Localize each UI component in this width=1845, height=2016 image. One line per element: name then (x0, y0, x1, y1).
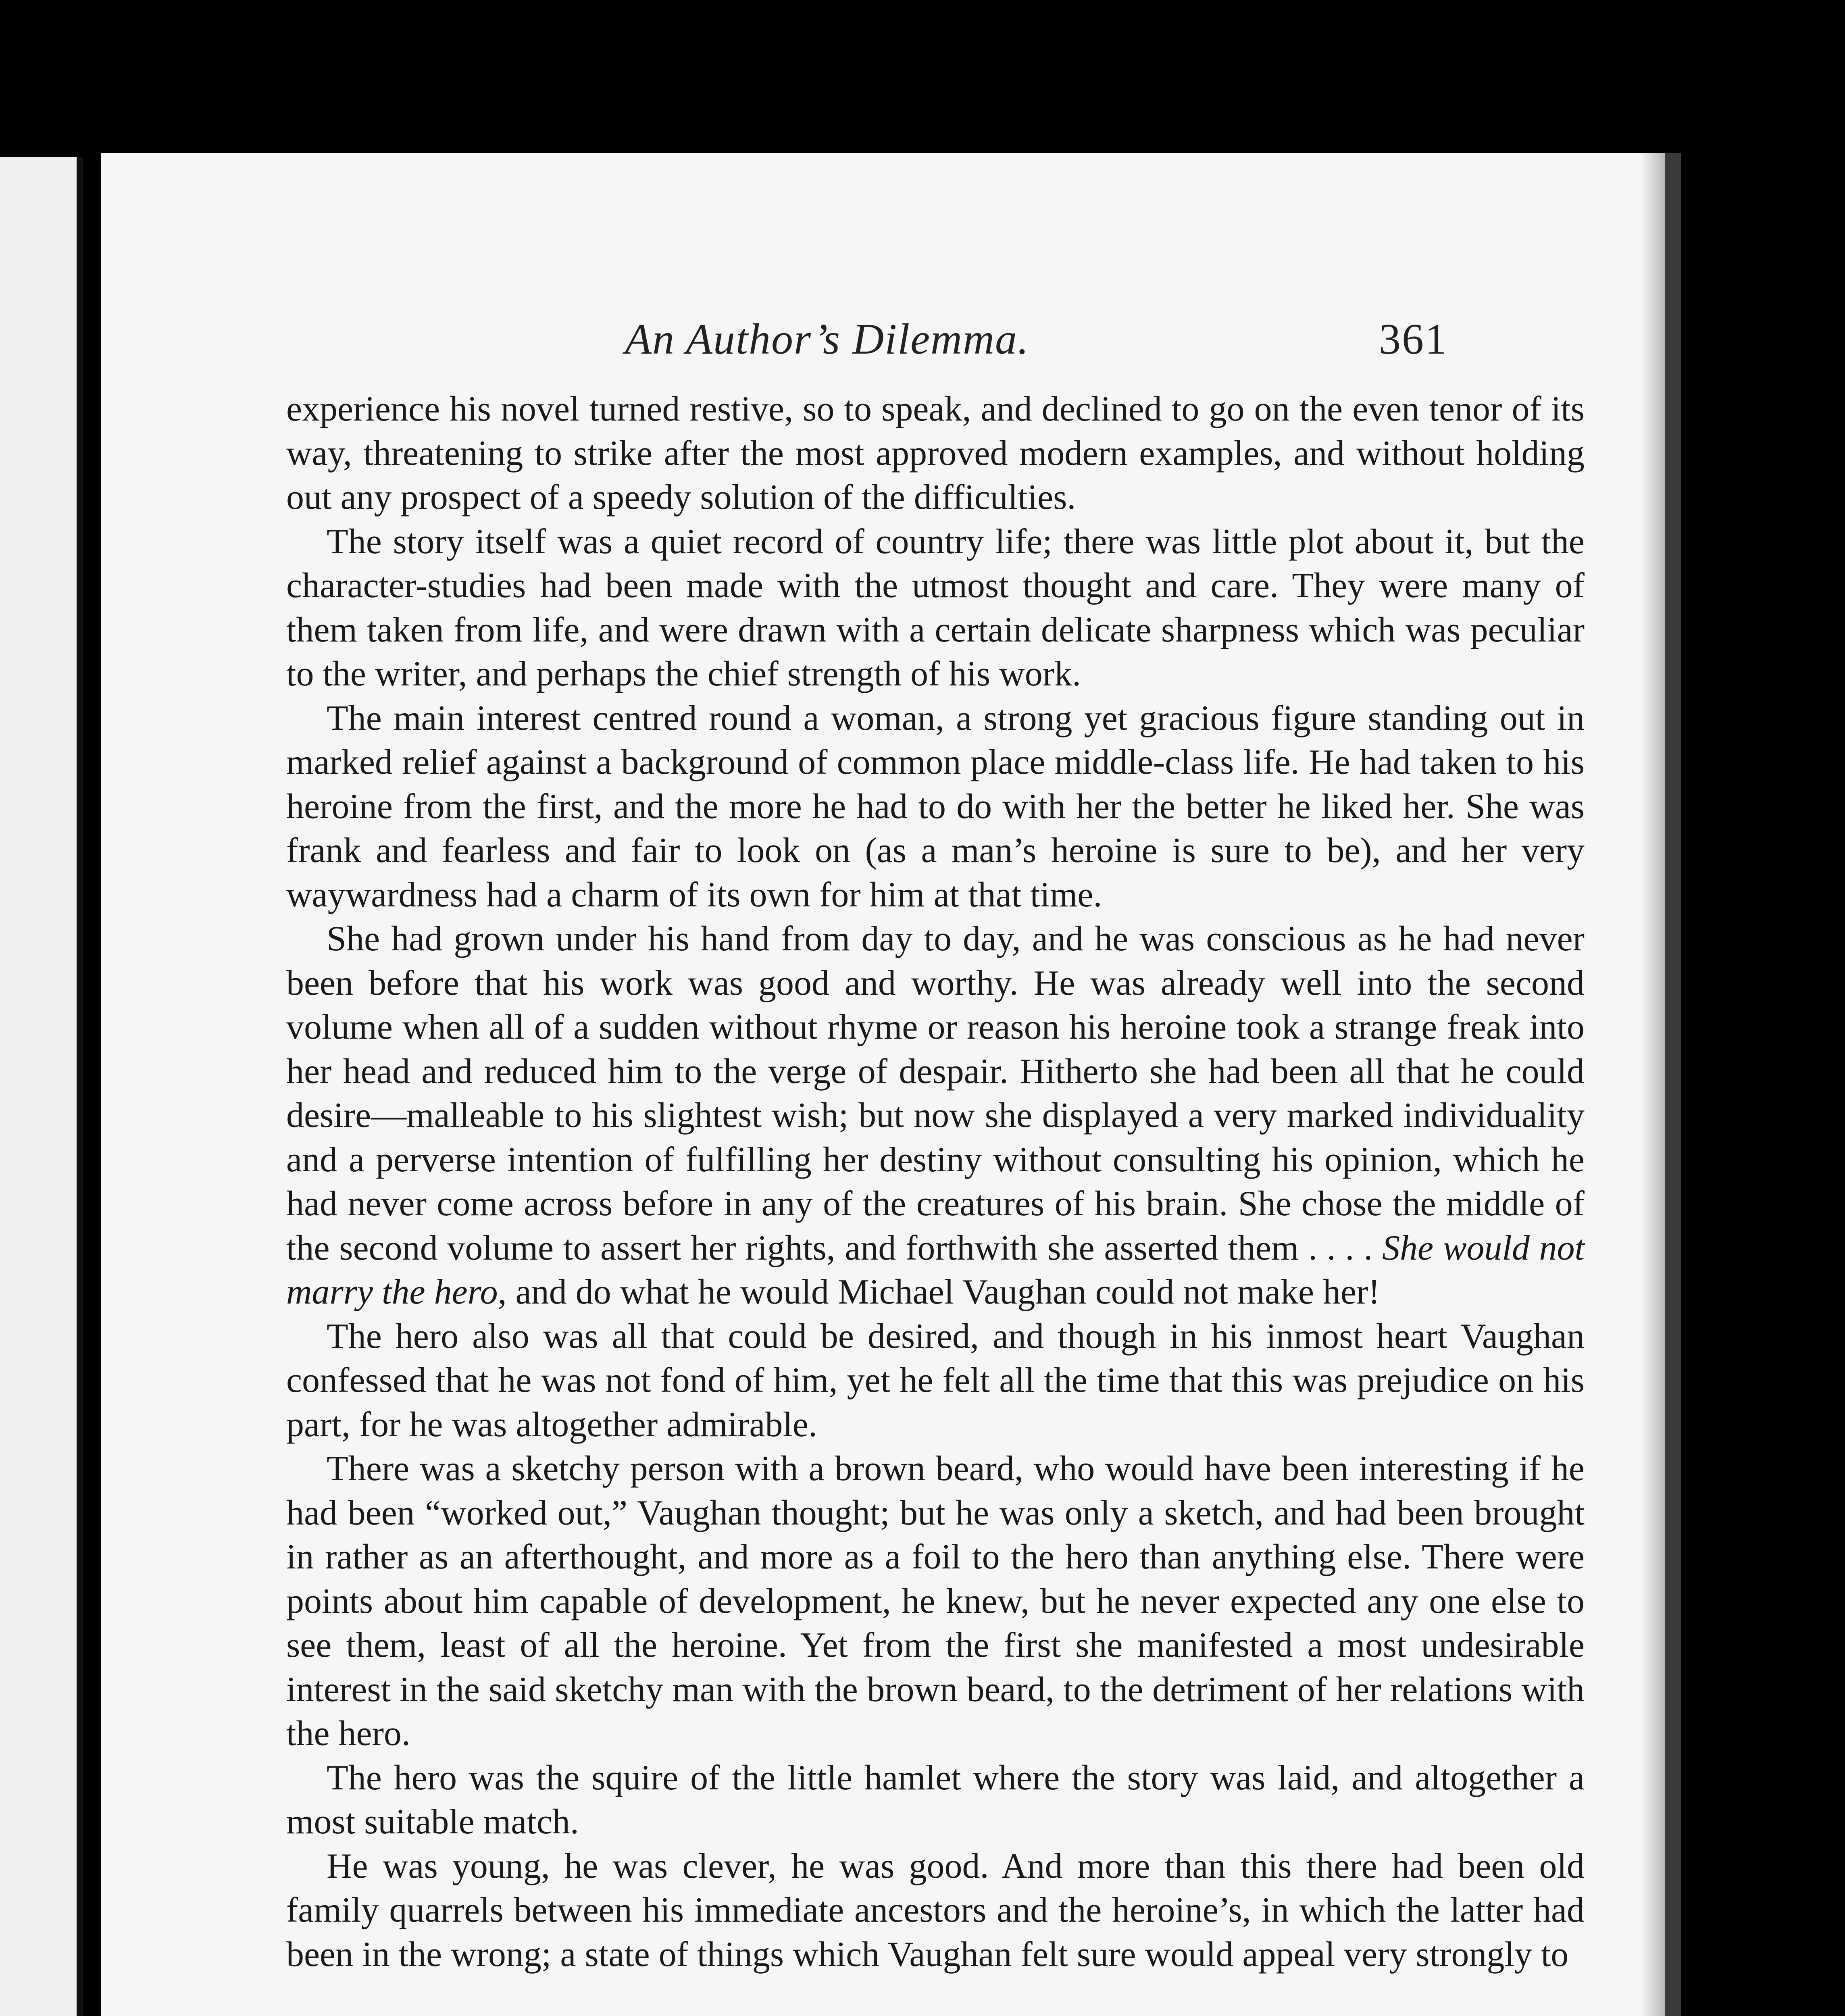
running-head (101, 314, 1681, 371)
paragraph: The hero also was all that could be desired, and though in his inmost heart Vaughan confessed that he was not fond of him, yet he felt all the time that this was prejudice on his part, for he was altogether admirable. (286, 1316, 1585, 1444)
paragraph-text: She had grown under his hand from day to day, and he was conscious as he had never been before that his work was good and worthy. He was already well into the second volume when all of a sudden without rhyme or reason his heroine took a strange freak into her head and reduced him to the verge of despair. Hitherto she had been all that he could desire—malleable to his slightest wish; but now she displayed a very marked individuality and a perverse intention of fulfilling her destiny without consulting his opinion, which he had never come across before in any of the creatures of his brain. She chose the middle of the second volume to assert her rights, and forthwith she asserted them . . . . (286, 919, 1585, 1268)
italic-emphasis: She would not marry the hero (286, 1228, 1585, 1312)
paragraph: The story itself was a quiet record of country life; there was little plot about it, but the character-studies had been made with the utmost thought and care. They were many of them taken from life, and were drawn with a certain delicate sharpness which was peculiar to the writer, and perhaps the chief strength of his work. (286, 522, 1585, 694)
paragraph: experience his novel turned restive, so to speak, and declined to go on the even tenor of its way, threatening to strike after the most approved modern examples, and without holding out any prospect of a speedy solution of the difficulties. (286, 389, 1585, 517)
book-page (101, 153, 1681, 2016)
paragraph: There was a sketchy person with a brown beard, who would have been interesting if he had been “worked out,” Vaughan thought; but he was only a sketch, and had been brought in rather as an afterthought, and more as a foil to the hero than anything else. There were points about him capable of development, he knew, but he never expected any one else to see them, least of all the heroine. Yet from the first she manifested a most undesirable interest in the said sketchy man with the brown beard, to the detriment of her relations with the hero. (286, 1449, 1585, 1753)
page-number: 361 (1379, 315, 1448, 363)
paragraph (286, 917, 1585, 1314)
paragraph: The hero was the squire of the little hamlet where the story was laid, and altogether a most suitable match. (286, 1758, 1585, 1841)
page-gutter-shadow (1641, 153, 1665, 2016)
previous-page-edge (0, 157, 83, 2016)
paragraph: The main interest centred round a woman, a strong yet gracious figure standing out in marked relief against a background of common place middle-class life. He had taken to his heroine from the first, and the more he had to do with her the better he liked her. She was frank and fearless and fair to look on (as a man’s heroine is sure to be), and her very waywardness had a charm of its own for him at that time. (286, 698, 1585, 914)
running-head-title: An Author’s Dilemma. (625, 315, 1030, 363)
paragraph: He was young, he was clever, he was good. And more than this there had been old family quarrels between his immediate ancestors and the heroine’s, in which the latter had been in the wrong; a state of things which Vaughan felt sure would appeal very strongly to (286, 1846, 1585, 1974)
paragraph-text: , and do what he would Michael Vaughan could not make her! (498, 1272, 1380, 1312)
body-text (286, 387, 1585, 1976)
